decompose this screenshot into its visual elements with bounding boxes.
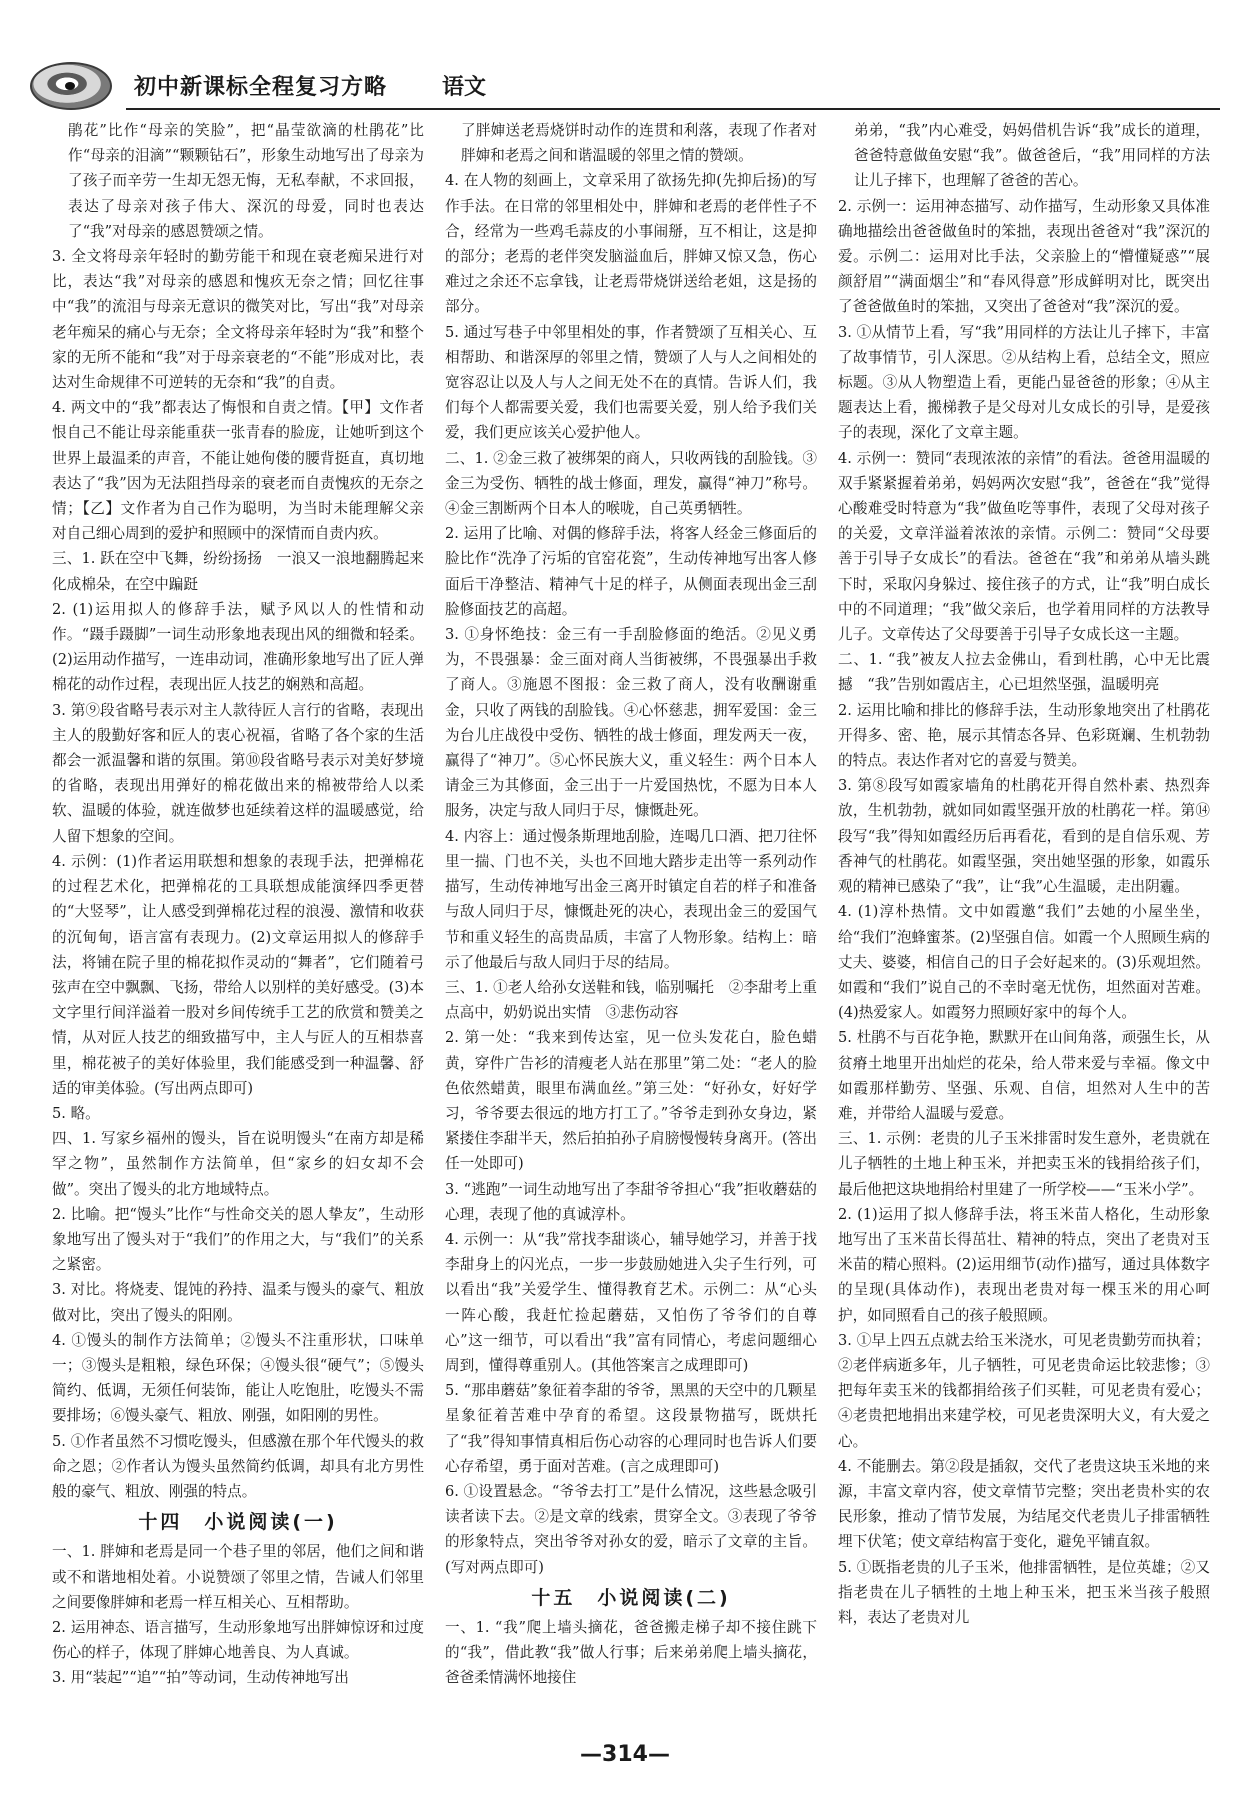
- answer-paragraph: 鹃花”比作“母亲的笑脸”，把“晶莹欲滴的杜鹃花”比作“母亲的泪滴”“颗颗钻石”，形象生动地写出了母亲为了孩子而辛劳一生却无怨无悔，无私奉献，不求回报，表达了母亲对孩子伟大、深沉的母爱，同时也表达了“我”对母亲的感恩赞颂之情。: [68, 122, 424, 240]
- answer-paragraph: 4. 示例：(1)作者运用联想和想象的表现手法，把弹棉花的过程艺术化，把弹棉花的工具联想成能演绎四季更替的“大竖琴”，让人感受到弹棉花过程的浪漫、激情和收获的沉甸甸，语言富有表现力。(2)文章运用拟人的修辞手法，将铺在院子里的棉花拟作灵动的“舞者”，它们随着弓弦声在空中飘飘、飞扬，带给人以别样的美好感受。(3)本文字里行间洋溢着一股对乡间传统手工艺的欣赏和赞美之情，从对匠人技艺的细致描写中，主人与匠人的互相恭喜里，棉花被子的美好体验里，我们能感受到一种温馨、舒适的审美体验。(写出两点即可): [52, 852, 424, 1097]
- answer-paragraph: 6. ①设置悬念。“爷爷去打工”是什么情况，这些悬念吸引读者读下去。②是文章的线索，贯穿全文。③表现了爷爷的形象特点，突出爷爷对孙女的爱，暗示了文章的主旨。(写对两点即可): [445, 1482, 817, 1576]
- answer-column-right: [838, 118, 1210, 1718]
- book-series-title: 初中新课标全程复习方略: [134, 75, 388, 100]
- answer-paragraph: 四、1. 写家乡福州的馒头，旨在说明馒头“在南方却是稀罕之物”，虽然制作方法简单，但“家乡的妇女却不会做”。突出了馒头的北方地域特点。: [52, 1130, 424, 1198]
- header-divider: [126, 108, 1220, 110]
- answer-paragraph: 了胖婶送老焉烧饼时动作的连贯和利落，表现了作者对胖婶和老焉之间和谐温暖的邻里之情的赞颂。: [461, 122, 817, 165]
- answer-paragraph: 2. 第一处：“我来到传达室，见一位头发花白，脸色蜡黄，穿件广告衫的清瘦老人站在那里”第二处：“老人的脸色依然蜡黄，眼里布满血丝。”第三处：“好孙女，好好学习，爷爷要去很远的地方打工了。”爷爷走到孙女身边，紧紧搂住李甜半天，然后拍拍孙子肩膀慢慢转身离开。(答出任一处即可): [445, 1029, 817, 1173]
- answer-paragraph: 三、1. ①老人给孙女送鞋和钱，临别嘱托 ②李甜考上重点高中，奶奶说出实情 ③悲伤动容: [445, 978, 817, 1022]
- answer-paragraph: 5. “那串蘑菇”象征着李甜的爷爷，黑黑的天空中的几颗星星象征着苦难中孕育的希望。这段景物描写，既烘托了“我”得知事情真相后伤心动容的心理同时也告诉人们要心存希望，勇于面对苦难。(言之成理即可): [445, 1382, 817, 1475]
- answer-paragraph: 4. (1)淳朴热情。文中如霞邀“我们”去她的小屋坐坐，给“我们”泡蜂蜜茶。(2)坚强自信。如霞一个人照顾生病的丈夫、婆婆，相信自己的日子会好起来的。(3)乐观坦然。如霞和“我们”说自己的不幸时毫无忧伤，坦然面对苦难。(4)热爱家人。如霞努力照顾好家中的每个人。: [838, 903, 1210, 1022]
- answer-paragraph: 4. 在人物的刻画上，文章采用了欲扬先抑(先抑后扬)的写作手法。在日常的邻里相处中，胖婶和老焉的老伴性子不合，经常为一些鸡毛蒜皮的小事闹掰，互不相让，这是抑的部分；老焉的老伴突发脑溢血后，胖婶又惊又急，伤心难过之余还不忘拿钱，让老焉带烧饼送给老姐，这是扬的部分。: [445, 172, 817, 316]
- answer-paragraph: 3. 用“装起”“追”“拍”等动词，生动传神地写出: [52, 1669, 349, 1687]
- answer-paragraph: 4. 内容上：通过慢条斯理地刮脸，连喝几口酒、把刀往怀里一揣、门也不关，头也不回地大踏步走出等一系列动作描写，生动传神地写出金三离开时镇定自若的样子和准备与敌人同归于尽，慷慨赴死的决心，表现出金三的爱国气节和重义轻生的高贵品质，丰富了人物形象。结构上：暗示了他最后与敌人同归于尽的结局。: [445, 827, 817, 971]
- answer-paragraph: 二、1. “我”被友人拉去金佛山，看到杜鹃，心中无比震撼 “我”告别如霞店主，心已坦然坚强，温暖明亮: [838, 651, 1210, 694]
- section-heading-15: 十五 小说阅读(二): [531, 1586, 731, 1609]
- section-heading-14: 十四 小说阅读(一): [138, 1511, 338, 1534]
- answer-paragraph: 3. 第⑧段写如霞家墙角的杜鹃花开得自然朴素、热烈奔放，生机勃勃，就如同如霞坚强开放的杜鹃花一样。第⑭段写“我”得知如霞经历后再看花，看到的是自信乐观、芳香神气的杜鹃花。如霞坚强，突出她坚强的形象，如霞乐观的精神已感染了“我”，让“我”心生温暖，走出阴霾。: [838, 777, 1210, 896]
- answer-paragraph: 4. 不能删去。第②段是插叙，交代了老贵这块玉米地的来源，丰富文章内容，使文章情节完整；突出老贵朴实的农民形象，推动了情节发展，为结尾交代老贵儿子排雷牺牲埋下伏笔；使文章结构富于变化，避免平铺直叙。: [838, 1457, 1210, 1551]
- answer-paragraph: 3. “逃跑”一词生动地写出了李甜爷爷担心“我”拒收蘑菇的心理，表现了他的真诚淳朴。: [445, 1180, 817, 1223]
- subject-label: 语文: [442, 75, 487, 100]
- answer-paragraph: 3. ①早上四五点就去给玉米浇水，可见老贵勤劳而执着；②老伴病逝多年，儿子牺牲，可见老贵命运比较悲惨；③把每年卖玉米的钱都捐给孩子们买鞋，可见老贵有爱心；④老贵把地捐出来建学校，可见老贵深明大义，有大爱之心。: [838, 1331, 1210, 1450]
- answer-paragraph: 3. 对比。将烧麦、馄饨的矜持、温柔与馒头的豪气、粗放做对比，突出了馒头的阳刚。: [52, 1281, 424, 1324]
- answer-column-middle: [445, 118, 817, 1718]
- answer-paragraph: 3. 第⑨段省略号表示对主人款待匠人言行的省略，表现出主人的殷勤好客和匠人的衷心祝福，省略了各个家的生活都会一派温馨和谐的氛围。第⑩段省略号表示对美好梦境的省略，表现出用弹好的棉花做出来的棉被带给人以柔软、温暖的体验，就连做梦也延续着这样的温暖感觉，给人留下想象的空间。: [52, 701, 424, 845]
- answer-column-left: [52, 118, 439, 1718]
- answer-paragraph: 2. 运用比喻和排比的修辞手法，生动形象地突出了杜鹃花开得多、密、艳，展示其情态各异、色彩斑斓、生机勃勃的特点。表达作者对它的喜爱与赞美。: [838, 701, 1210, 770]
- answer-paragraph: 4. 示例一：赞同“表现浓浓的亲情”的看法。爸爸用温暖的双手紧紧握着弟弟，妈妈两次安慰“我”，爸爸在“我”觉得心酸难受时特意为“我”做鱼吃等事件，表现了父母对孩子的关爱，文章洋溢着浓浓的亲情。示例二：赞同“父母要善于引导子女成长”的看法。爸爸在“我”和弟弟从墙头跳下时，采取闪身躲过、接住孩子的方式，让“我”明白成长中的不同道理；“我”做父亲后，也学着用同样的方法教导儿子。文章传达了父母要善于引导子女成长这一主题。: [838, 449, 1210, 644]
- answer-paragraph: 2. 比喻。把“馒头”比作“与性命交关的恩人挚友”，生动形象地写出了馒头对于“我们”的作用之大，与“我们”的关系之紧密。: [52, 1205, 424, 1274]
- answer-paragraph: 2. 运用了比喻、对偶的修辞手法，将客人经金三修面后的脸比作“洗净了污垢的官窑花瓷”，生动传神地写出客人修面后干净整洁、精神气十足的样子，从侧面表现出金三刮脸修面技艺的高超。: [445, 525, 817, 618]
- answer-paragraph: 4. 两文中的“我”都表达了悔恨和自责之情。【甲】文作者恨自己不能让母亲能重获一张青春的脸庞，让她听到这个世界上最温柔的声音，不能让她佝偻的腰背挺直，真切地表达了“我”因为无法阻挡母亲的衰老而自责愧疚的无奈之情；【乙】文作者为自己作为聪明，为当时未能理解父亲对自己细心周到的爱护和照顾中的深情而自责内疚。: [52, 399, 424, 543]
- answer-paragraph: 5. ①作者虽然不习惯吃馒头，但感激在那个年代馒头的救命之恩；②作者认为馒头虽然简约低调，却具有北方男性般的豪气、粗放、刚强的特点。: [52, 1432, 424, 1500]
- answer-paragraph: 3. 全文将母亲年轻时的勤劳能干和现在衰老痴呆进行对比，表达“我”对母亲的感恩和愧疚无奈之情；回忆往事中“我”的流泪与母亲无意识的微笑对比，写出“我”对母亲老年痴呆的痛心与无奈；全文将母亲年轻时为“我”和整个家的无所不能和“我”对于母亲衰老的“不能”形成对比，表达对生命规律不可逆转的无奈和“我”的自责。: [52, 248, 424, 392]
- answer-paragraph: 3. ①从情节上看，写“我”用同样的方法让儿子摔下，丰富了故事情节，引人深思。②从结构上看，总结全文，照应标题。③从人物塑造上看，更能凸显爸爸的形象；④从主题表达上看，搬梯教子是父母对儿女成长的引导，是爱孩子的表现，深化了文章主题。: [838, 323, 1210, 442]
- answer-paragraph: 3. ①身怀绝技：金三有一手刮脸修面的绝活。②见义勇为，不畏强暴：金三面对商人当街被绑，不畏强暴出手救了商人。③施恩不图报：金三救了商人，没有收酬谢重金，只收了两钱的刮脸钱。④心怀慈悲，拥军爱国：金三为台儿庄战役中受伤、牺牲的战士修面，理发两天一夜，赢得了“神刀”。⑤心怀民族大义，重义轻生：两个日本人请金三为其修面，金三出于一片爱国热忱，不愿为日本人服务，决定与敌人同归于尽，慷慨赴死。: [445, 626, 817, 820]
- answer-paragraph: 4. 示例一：从“我”常找李甜谈心，辅导她学习，并善于找李甜身上的闪光点，一步一步鼓励她进入尖子生行列，可以看出“我”关爱学生、懂得教育艺术。示例二：从“心头一阵心酸，我赶忙捡起蘑菇，又怕伤了爷爷们的自尊心”这一细节，可以看出“我”富有同情心，考虑问题细心周到，懂得尊重别人。(其他答案言之成理即可): [445, 1230, 817, 1374]
- answer-paragraph: 5. 杜鹃不与百花争艳，默默开在山间角落，顽强生长，从贫瘠土地里开出灿烂的花朵，给人带来爱与幸福。像文中如霞那样勤劳、坚强、乐观、自信，坦然对人生中的苦难，并带给人温暖与爱意。: [838, 1029, 1210, 1122]
- publisher-logo-icon: [30, 62, 112, 110]
- answer-paragraph: 一、1. “我”爬上墙头摘花，爸爸搬走梯子却不接住跳下的“我”，借此教“我”做人行事；后来弟弟爬上墙头摘花，爸爸柔情满怀地接住: [445, 1618, 817, 1687]
- answer-paragraph: 5. 通过写巷子中邻里相处的事，作者赞颂了互相关心、互相帮助、和谐深厚的邻里之情，赞颂了人与人之间相处的宽容忍让以及人与人之间无处不在的真情。告诉人们，我们每个人都需要关爱，我们也需要关爱，别人给予我们关爱，我们更应该关心爱护他人。: [445, 323, 817, 442]
- answer-paragraph: 2. (1)运用拟人的修辞手法，赋予风以人的性情和动作。“蹑手蹑脚”一词生动形象地表现出风的细微和轻柔。(2)运用动作描写，一连串动词，准确形象地写出了匠人弹棉花的动作过程，表现出匠人技艺的娴熟和高超。: [52, 600, 424, 694]
- page-header: [30, 52, 1220, 112]
- answer-paragraph: 5. 略。: [52, 1104, 100, 1122]
- page-number: —314—: [580, 1742, 670, 1767]
- answer-paragraph: 2. (1)运用了拟人修辞手法，将玉米苗人格化，生动形象地写出了玉米苗长得茁壮、精神的特点，突出了老贵对玉米苗的精心照料。(2)运用细节(动作)描写，通过具体数字的呈现(具体动作)，表现出老贵对每一棵玉米的用心呵护，如同照看自己的孩子般照顾。: [838, 1205, 1210, 1324]
- answer-paragraph: 二、1. ②金三救了被绑架的商人，只收两钱的刮脸钱。③金三为受伤、牺牲的战士修面，理发，赢得“神刀”称号。④金三割断两个日本人的喉咙，自己英勇牺牲。: [445, 449, 817, 518]
- answer-paragraph: 弟弟，“我”内心难受，妈妈借机告诉“我”成长的道理，爸爸特意做鱼安慰“我”。做爸爸后，“我”用同样的方法让儿子摔下，也理解了爸爸的苦心。: [854, 122, 1210, 190]
- answer-paragraph: 5. ①既指老贵的儿子玉米，他排雷牺牲，是位英雄；②又指老贵在儿子牺牲的土地上种玉米，把玉米当孩子般照料，表达了老贵对儿: [838, 1558, 1210, 1626]
- answer-paragraph: 三、1. 示例：老贵的儿子玉米排雷时发生意外，老贵就在儿子牺牲的土地上种玉米，并把卖玉米的钱捐给孩子们，最后他把这块地捐给村里建了一所学校——“玉米小学”。: [838, 1130, 1210, 1198]
- answer-paragraph: 2. 示例一：运用神态描写、动作描写，生动形象又具体准确地描绘出爸爸做鱼时的笨拙，表现出爸爸对“我”深沉的爱。示例二：运用对比手法，父亲脸上的“懵懂疑惑”“展颜舒眉”“满面烟尘”和“春风得意”形成鲜明对比，既突出了爸爸做鱼时的笨拙，又突出了爸爸对“我”深沉的爱。: [838, 197, 1210, 316]
- answer-paragraph: 三、1. 跃在空中飞舞，纷纷扬扬 一浪又一浪地翻腾起来 化成棉朵，在空中蹁跹: [52, 550, 439, 593]
- answer-paragraph: 4. ①馒头的制作方法简单；②馒头不注重形状，口味单一；③馒头是粗粮，绿色环保；④馒头很“硬气”；⑤馒头简约、低调，无须任何装饰，能让人吃饱肚，吃馒头不需要排场；⑥馒头豪气、粗放、刚强，如阳刚的男性。: [52, 1331, 424, 1425]
- answer-paragraph: 一、1. 胖婶和老焉是同一个巷子里的邻居，他们之间和谐或不和谐地相处着。小说赞颂了邻里之情，告诫人们邻里之间要像胖婶和老焉一样互相关心、互相帮助。: [52, 1543, 424, 1611]
- answer-paragraph: 2. 运用神态、语言描写，生动形象地写出胖婶惊讶和过度伤心的样子，体现了胖婶心地善良、为人真诚。: [52, 1618, 424, 1662]
